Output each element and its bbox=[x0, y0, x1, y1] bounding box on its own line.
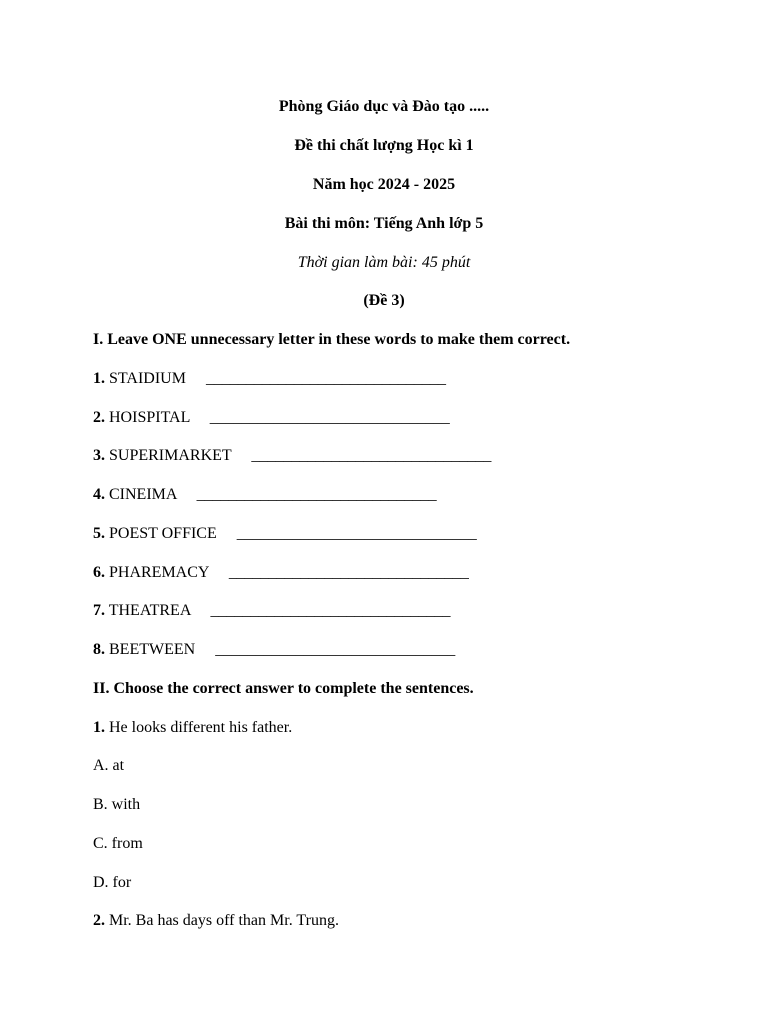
answer-blank[interactable]: ______________________________ bbox=[228, 564, 469, 581]
answer-option-c[interactable]: C. from bbox=[93, 835, 143, 852]
answer-blank[interactable]: ______________________________ bbox=[215, 641, 456, 658]
answer-blank[interactable]: ______________________________ bbox=[205, 370, 446, 387]
word-item bbox=[0, 368, 768, 390]
subject-line: Bài thi môn: Tiếng Anh lớp 5 bbox=[284, 215, 484, 232]
word-item bbox=[0, 523, 768, 545]
question bbox=[0, 717, 768, 739]
answer-option-a[interactable]: A. at bbox=[93, 757, 125, 774]
question-number: 1. bbox=[93, 719, 105, 736]
item-number: 5. bbox=[93, 525, 105, 542]
answer-option-b[interactable]: B. with bbox=[93, 796, 141, 813]
item-word: BEETWEEN bbox=[109, 641, 196, 658]
word-item bbox=[0, 562, 768, 584]
school-year: Năm học 2024 - 2025 bbox=[312, 176, 456, 193]
item-word: STAIDIUM bbox=[109, 370, 186, 387]
question-text: Mr. Ba has days off than Mr. Trung. bbox=[109, 912, 339, 929]
item-word: SUPERIMARKET bbox=[109, 447, 232, 464]
section1-heading: I. Leave ONE unnecessary letter in these words to make them correct. bbox=[93, 331, 571, 348]
word-item bbox=[0, 407, 768, 429]
item-number: 7. bbox=[93, 602, 105, 619]
item-word: PHAREMACY bbox=[109, 564, 209, 581]
item-word: POEST OFFICE bbox=[109, 525, 217, 542]
time-limit: Thời gian làm bài: 45 phút bbox=[297, 254, 471, 271]
item-word: HOISPITAL bbox=[109, 409, 190, 426]
question bbox=[0, 910, 768, 932]
word-item bbox=[0, 639, 768, 661]
answer-blank[interactable]: ______________________________ bbox=[251, 447, 492, 464]
exam-version: (Đề 3) bbox=[363, 292, 405, 309]
answer-option-d[interactable]: D. for bbox=[93, 874, 132, 891]
question-number: 2. bbox=[93, 912, 105, 929]
question-text: He looks different his father. bbox=[109, 719, 293, 736]
section2-heading: II. Choose the correct answer to complete the sentences. bbox=[93, 680, 474, 697]
item-number: 3. bbox=[93, 447, 105, 464]
department-line: Phòng Giáo dục và Đào tạo ..... bbox=[278, 98, 490, 115]
answer-blank[interactable]: ______________________________ bbox=[236, 525, 477, 542]
item-number: 8. bbox=[93, 641, 105, 658]
item-word: CINEIMA bbox=[109, 486, 177, 503]
word-item bbox=[0, 484, 768, 506]
exam-title: Đề thi chất lượng Học kì 1 bbox=[294, 137, 474, 154]
word-item bbox=[0, 600, 768, 622]
item-word: THEATREA bbox=[108, 602, 191, 619]
item-number: 1. bbox=[93, 370, 105, 387]
answer-blank[interactable]: ______________________________ bbox=[196, 486, 437, 503]
answer-blank[interactable]: ______________________________ bbox=[210, 602, 451, 619]
item-number: 6. bbox=[93, 564, 105, 581]
item-number: 2. bbox=[93, 409, 105, 426]
word-item bbox=[0, 445, 768, 467]
item-number: 4. bbox=[93, 486, 105, 503]
answer-blank[interactable]: ______________________________ bbox=[209, 409, 450, 426]
